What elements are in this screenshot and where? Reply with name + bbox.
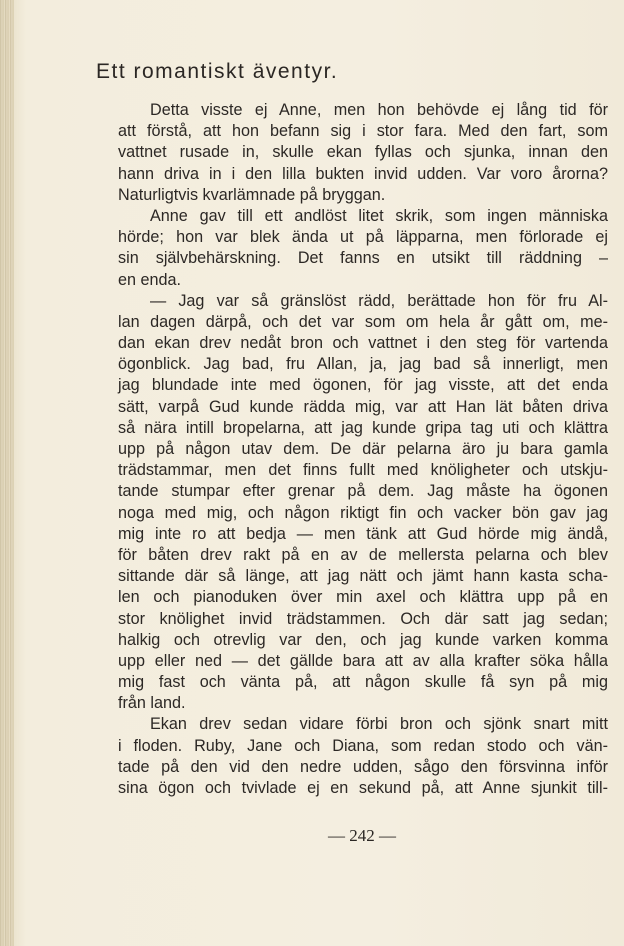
text-line: mig fast och vänta på, att någon skulle få syn på mig [118, 673, 608, 692]
text-line: — Jag var så gränslöst rädd, berättade hon för fru Al- [150, 291, 608, 310]
text-line: mig inte ro att bedja — men tänk att Gud hörde mig ändå, [118, 524, 608, 543]
text-line: för båten drev rakt på en av de mellersta pelarna och blev [118, 545, 608, 564]
text-line: Naturligtvis kvarlämnade på bryggan. [118, 185, 386, 204]
text-line: hann driva in i den lilla bukten invid udden. Var voro årorna? [118, 164, 608, 183]
text-line: upp eller ned — det gällde bara att av alla krafter söka hålla [118, 651, 608, 670]
text-line: stor knölighet invid trädstammen. Och där satt jag sedan; [118, 609, 608, 628]
text-line: sittande där så länge, att jag nätt och jämt hann kasta scha- [118, 567, 608, 586]
text-line: tade på den vid den nedre udden, sågo den försvinna inför [118, 757, 608, 776]
text-line: Detta visste ej Anne, men hon behövde ej lång tid för [150, 101, 608, 119]
text-line: halkig och otrevlig var den, och jag kunde varken komma [118, 630, 608, 649]
text-line: att förstå, att hon befann sig i stor fara. Med den fart, som [118, 122, 608, 141]
page-number: — 242 — [328, 826, 396, 845]
text-line: trädstammar, men det finns fullt med knöligheter och utskju- [118, 461, 608, 480]
text-line: sina ögon och tvivlade ej en sekund på, att Anne sjunkit till- [118, 779, 608, 797]
text-line: sin självbehärskning. Det fanns en utsikt till räddning – [118, 249, 608, 268]
text-line: tande stumpar efter grenar på dem. Jag måste ha ögonen [118, 482, 608, 501]
text-line: Ekan drev sedan vidare förbi bron och sjönk snart mitt [150, 715, 608, 734]
text-line: i floden. Ruby, Jane och Diana, som redan stodo och vän- [118, 736, 608, 755]
text-line: sätt, varpå Gud kunde rädda mig, var att Han lät båten driva [118, 397, 608, 416]
text-line: jag blundade inte med ögonen, för jag visste, att det enda [118, 376, 608, 395]
text-line: lan dagen därpå, och det var som om hela år gått om, me- [118, 312, 608, 331]
text-line: upp på någon utav dem. De där pelarna äro ju bara gamla [118, 440, 608, 458]
text-line: Anne gav till ett andlöst litet skrik, som ingen människa [150, 206, 608, 225]
text-line: len och pianoduken över min axel och klättra upp på en [118, 588, 608, 607]
text-line: dan ekan drev nedåt bron och vattnet i den steg för vartenda [118, 334, 608, 353]
body-text [118, 100, 608, 799]
text-line: ögonblick. Jag bad, fru Allan, ja, jag bad så innerligt, men [118, 355, 608, 374]
page-title: Ett romantiskt äventyr. [96, 60, 339, 83]
text-line: vattnet rusade in, skulle ekan fyllas och sjunka, innan den [118, 143, 608, 162]
text-line: från land. [118, 694, 186, 713]
book-binding-edge [0, 0, 14, 946]
text-line: hörde; hon var blek ända ut på läpparna, men förlorade ej [118, 228, 608, 247]
text-line: så nära intill bropelarna, att jag kunde gripa tag uti och klättra [118, 418, 608, 437]
text-line: en enda. [118, 270, 182, 289]
text-line: noga med mig, och någon riktigt fin och vacker bön gav jag [118, 503, 608, 522]
